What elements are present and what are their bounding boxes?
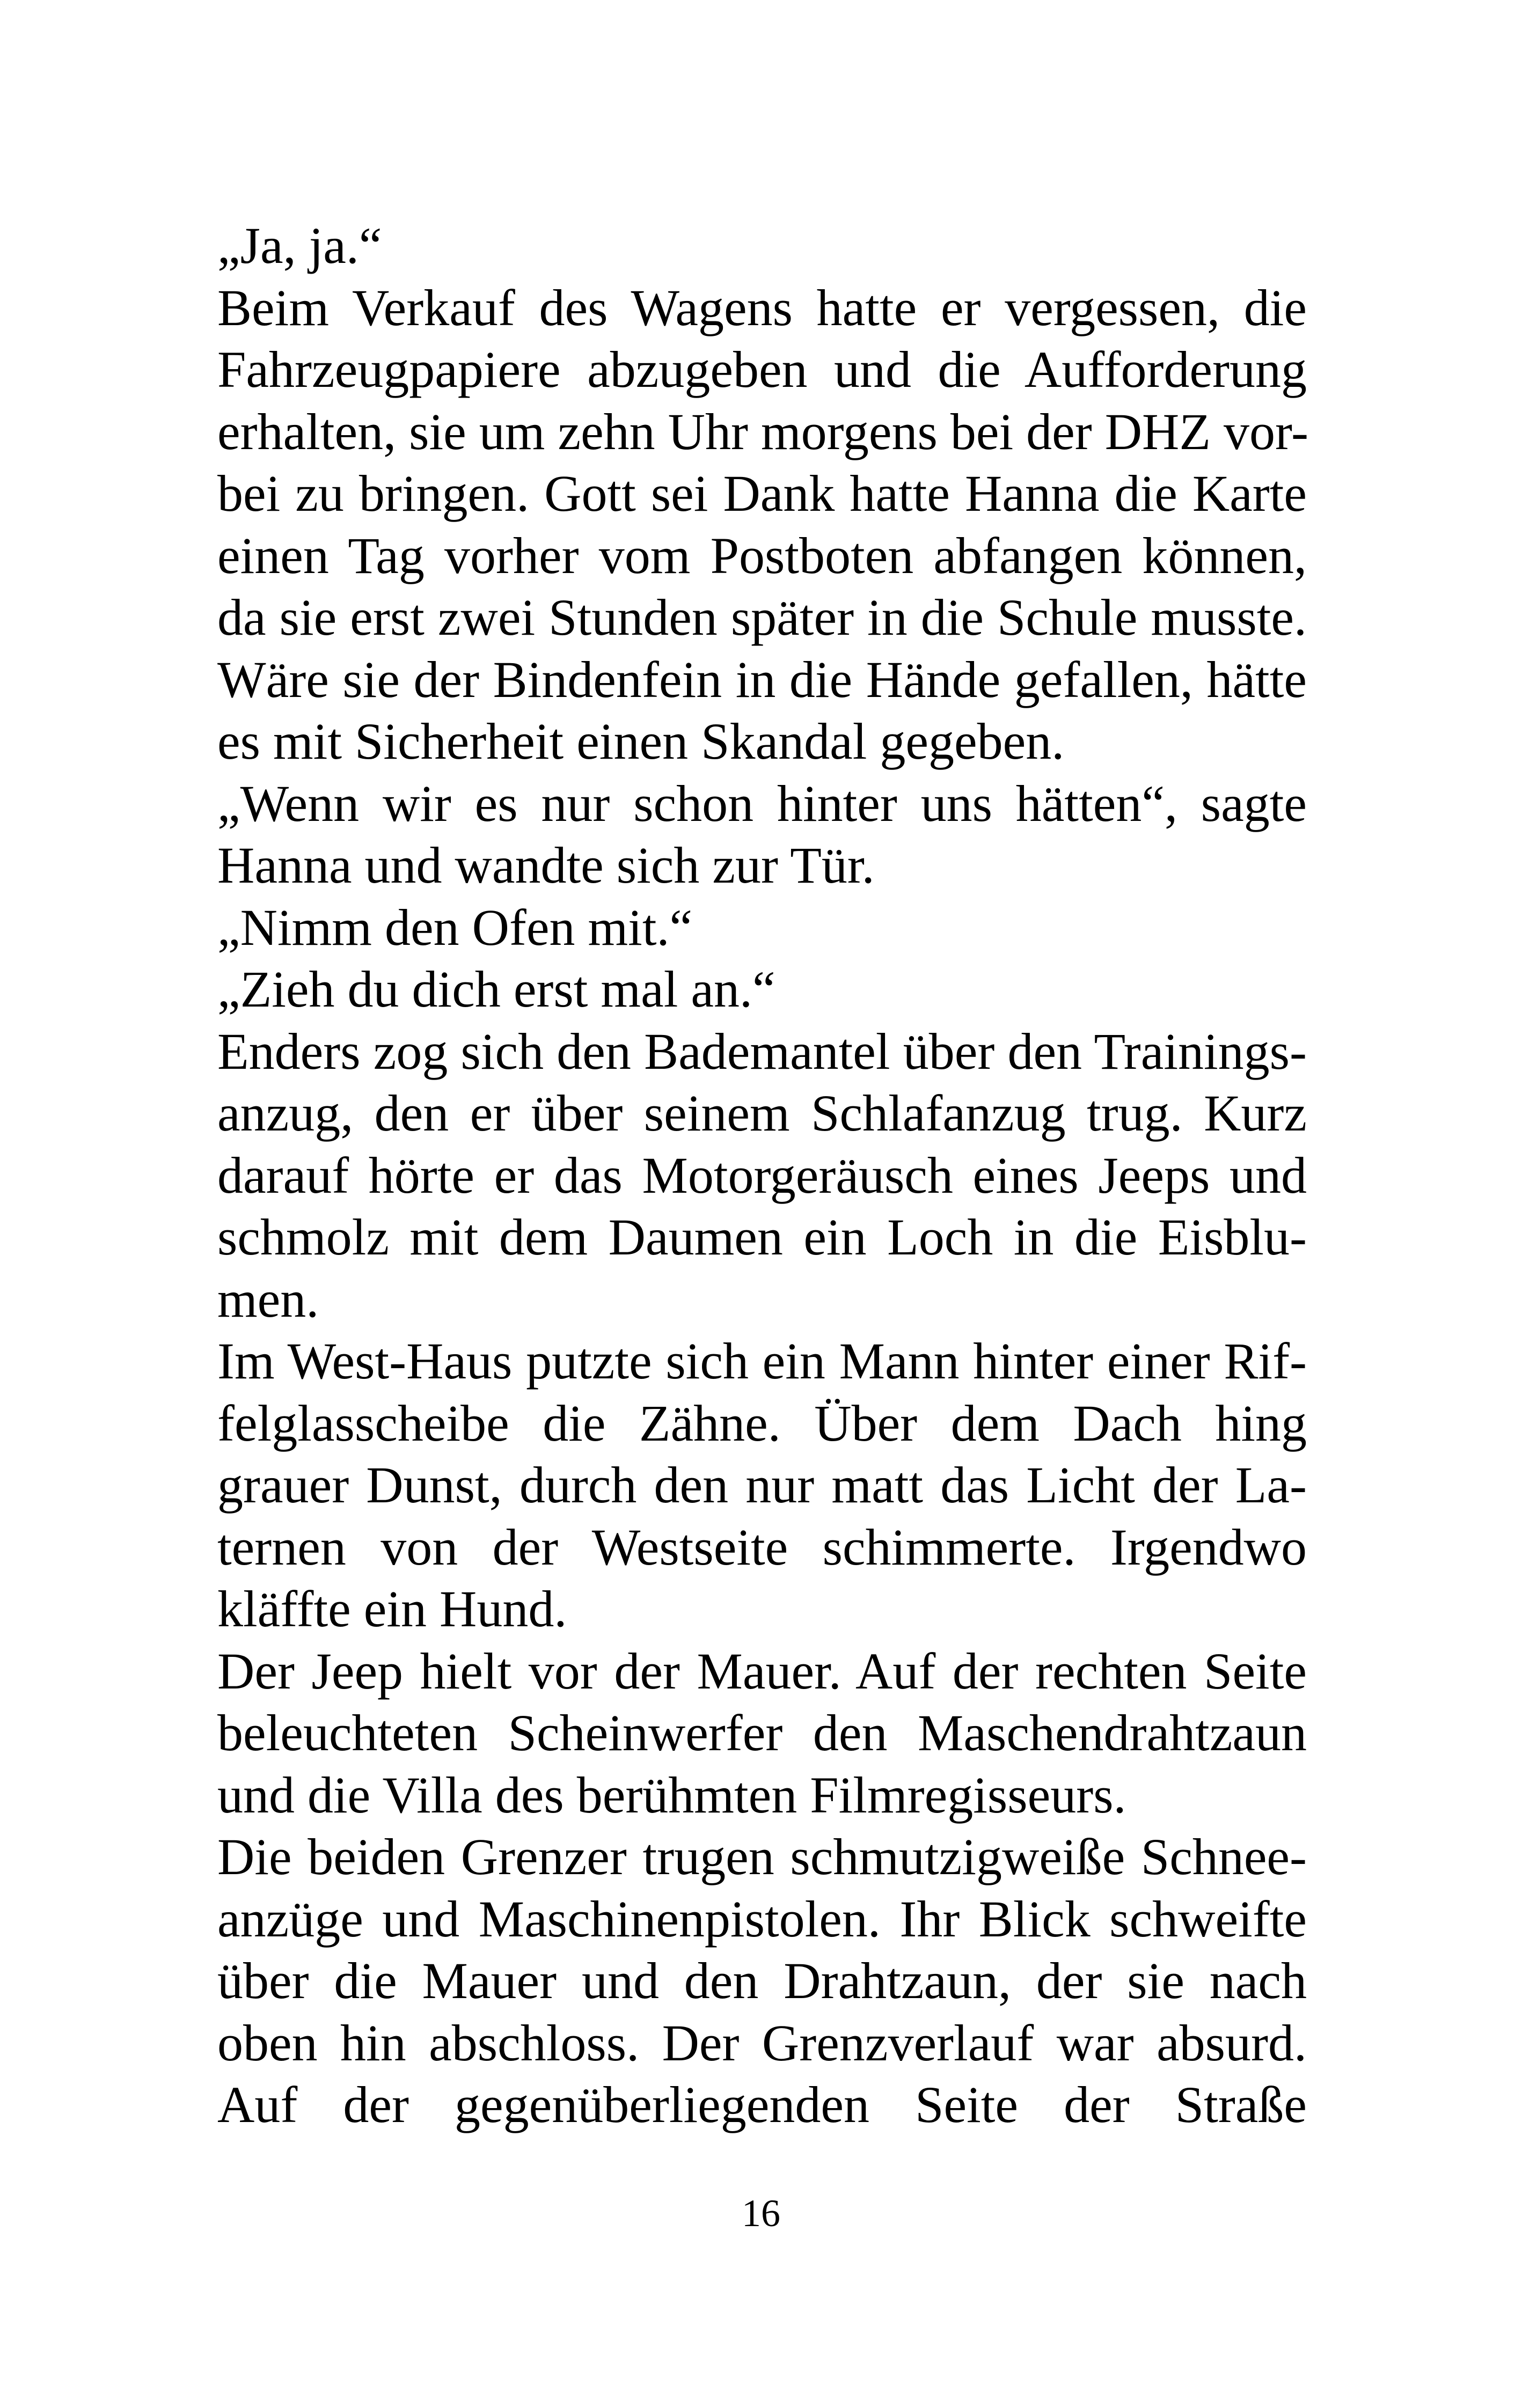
text-line: erhalten, sie um zehn Uhr morgens bei der DHZ vor- [217,402,1309,460]
text-line: einen Tag vorher vom Postboten abfangen können, [217,526,1307,584]
text-line: Im West-Haus putzte sich ein Mann hinter einer Rif- [217,1332,1307,1390]
text-line: Enders zog sich den Bademantel über den Trainings- [217,1022,1307,1080]
text-line: men. [217,1270,319,1328]
text-line: Beim Verkauf des Wagens hatte er vergessen, die [217,278,1307,336]
text-line: „Ja, ja.“ [217,217,382,274]
text-line: ternen von der Westseite schimmerte. Irgendwo [217,1518,1307,1576]
text-line: da sie erst zwei Stunden später in die Schule musste. [217,589,1307,646]
text-line: grauer Dunst, durch den nur matt das Licht der La- [217,1456,1307,1514]
text-line: „Zieh du dich erst mal an.“ [217,960,775,1018]
text-line: anzüge und Maschinenpistolen. Ihr Blick schweifte [217,1890,1307,1948]
text-line: „Wenn wir es nur schon hinter uns hätten“, sagte [217,774,1307,832]
text-line: Auf der gegenüberliegenden Seite der Straße [217,2076,1307,2133]
text-line: „Nimm den Ofen mit.“ [217,898,693,956]
text-line: anzug, den er über seinem Schlafanzug trug. Kurz [217,1084,1307,1142]
text-line: felglasscheibe die Zähne. Über dem Dach hing [217,1394,1307,1452]
text-line: Wäre sie der Bindenfein in die Hände gefallen, hätte [217,650,1307,708]
text-line: darauf hörte er das Motorgeräusch eines Jeeps und [217,1146,1307,1204]
text-line: Der Jeep hielt vor der Mauer. Auf der rechten Seite [217,1642,1307,1700]
text-line: kläffte ein Hund. [217,1580,567,1638]
text-line: Hanna und wandte sich zur Tür. [217,836,875,894]
text-line: bei zu bringen. Gott sei Dank hatte Hanna die Karte [217,465,1307,522]
text-line: oben hin abschloss. Der Grenzverlauf war absurd. [217,2014,1307,2072]
text-line: es mit Sicherheit einen Skandal gegeben. [217,713,1065,770]
text-line: und die Villa des berühmten Filmregisseurs. [217,1766,1126,1824]
text-line: Die beiden Grenzer trugen schmutzigweiße Schnee- [217,1828,1307,1885]
text-line: Fahrzeugpapiere abzugeben und die Aufforderung [217,341,1307,398]
text-line: über die Mauer und den Drahtzaun, der sie nach [217,1952,1307,2009]
body-text [217,215,1307,2136]
text-line: schmolz mit dem Daumen ein Loch in die Eisblu- [217,1208,1307,1266]
text-line: beleuchteten Scheinwerfer den Maschendrahtzaun [217,1704,1307,1761]
page-number: 16 [742,2192,780,2235]
